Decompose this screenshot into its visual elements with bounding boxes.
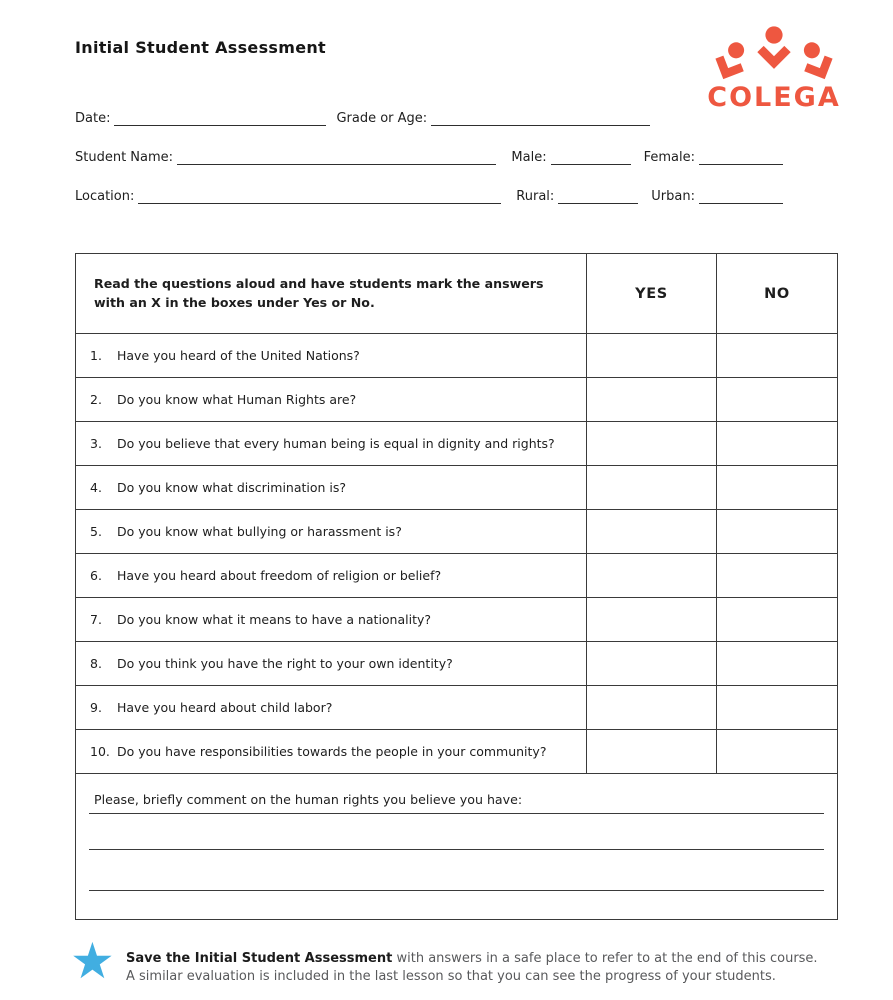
question-cell [76, 554, 587, 597]
comment-write-line[interactable] [89, 850, 824, 891]
question-row-9 [76, 686, 837, 730]
comment-section [76, 792, 837, 937]
student-name-input-line[interactable] [177, 151, 496, 165]
question-row-5 [76, 510, 837, 554]
question-number: 2. [90, 392, 102, 407]
question-cell [76, 378, 587, 421]
yes-answer-cell[interactable] [587, 378, 717, 421]
question-row-6 [76, 554, 837, 598]
question-cell [76, 422, 587, 465]
table-header-row [76, 254, 837, 334]
no-answer-cell[interactable] [717, 334, 837, 377]
instruction-cell [76, 254, 587, 333]
no-answer-cell[interactable] [717, 466, 837, 509]
no-answer-cell[interactable] [717, 686, 837, 729]
page-title: Initial Student Assessment [75, 38, 326, 57]
rural-input-line[interactable] [558, 190, 638, 204]
question-number: 6. [90, 568, 102, 583]
question-row-4 [76, 466, 837, 510]
no-answer-cell[interactable] [717, 378, 837, 421]
question-cell [76, 466, 587, 509]
yes-answer-cell[interactable] [587, 510, 717, 553]
question-text: Have you heard about child labor? [117, 700, 333, 715]
question-number: 9. [90, 700, 102, 715]
question-cell [76, 598, 587, 641]
colega-logo [703, 26, 845, 113]
colega-people-icon [705, 26, 843, 84]
yes-answer-cell[interactable] [587, 642, 717, 685]
student-name-row [75, 147, 783, 165]
location-label: Location: [75, 189, 135, 204]
yes-answer-cell[interactable] [587, 730, 717, 773]
question-row-7 [76, 598, 837, 642]
question-text: Do you know what bullying or harassment is? [117, 524, 402, 539]
question-row-8 [76, 642, 837, 686]
question-row-3 [76, 422, 837, 466]
female-label: Female: [643, 150, 695, 165]
no-answer-cell[interactable] [717, 598, 837, 641]
student-name-label: Student Name: [75, 150, 174, 165]
rural-label: Rural: [516, 189, 555, 204]
grade-or-age-input-line[interactable] [431, 112, 650, 126]
question-text: Do you know what Human Rights are? [117, 392, 357, 407]
comment-prompt[interactable]: Please, briefly comment on the human rights you believe you have: [89, 792, 824, 814]
location-row [75, 186, 783, 204]
no-column-header: NO [764, 285, 790, 302]
question-text: Do you know what discrimination is? [117, 480, 347, 495]
male-label: Male: [511, 150, 547, 165]
location-input-line[interactable] [138, 190, 501, 204]
yes-answer-cell[interactable] [587, 686, 717, 729]
question-text: Do you know what it means to have a nationality? [117, 612, 432, 627]
question-number: 1. [90, 348, 102, 363]
no-answer-cell[interactable] [717, 510, 837, 553]
footer-note [70, 932, 870, 990]
student-info-fields [75, 108, 783, 225]
assessment-table [75, 253, 838, 920]
question-cell [76, 642, 587, 685]
question-cell [76, 334, 587, 377]
question-number: 8. [90, 656, 102, 671]
yes-answer-cell[interactable] [587, 554, 717, 597]
yes-answer-cell[interactable] [587, 334, 717, 377]
question-number: 5. [90, 524, 102, 539]
yes-answer-cell[interactable] [587, 598, 717, 641]
yes-column-header: YES [587, 254, 717, 333]
question-text: Have you heard of the United Nations? [117, 348, 360, 363]
question-cell [76, 730, 587, 773]
footer-save-rest: with answers in a safe place to refer to at the end of this course. [392, 951, 818, 966]
question-text: Do you have responsibilities towards the people in your community? [117, 744, 547, 759]
question-cell [76, 510, 587, 553]
urban-label: Urban: [651, 189, 695, 204]
star-icon: ★ [70, 932, 115, 990]
question-text: Have you heard about freedom of religion or belief? [117, 568, 442, 583]
footer-line2: A similar evaluation is included in the last lesson so that you can see the progress of your students. [126, 968, 776, 984]
footer-save-bold: Save the Initial Student Assessment [126, 951, 393, 966]
question-text: Do you believe that every human being is equal in dignity and rights? [117, 436, 555, 451]
male-input-line[interactable] [551, 151, 631, 165]
date-row [75, 108, 650, 126]
instruction-line1: Read the questions aloud and have students mark the answers [94, 275, 544, 291]
comment-write-line[interactable] [89, 814, 824, 850]
instruction-line2: with an X in the boxes under Yes or No. [94, 294, 375, 310]
yes-answer-cell[interactable] [587, 466, 717, 509]
no-answer-cell[interactable] [717, 554, 837, 597]
footer-line1 [126, 950, 818, 968]
no-answer-cell[interactable] [717, 642, 837, 685]
date-input-line[interactable] [114, 112, 326, 126]
yes-answer-cell[interactable] [587, 422, 717, 465]
female-input-line[interactable] [699, 151, 783, 165]
question-row-2 [76, 378, 837, 422]
colega-logo-text: COLEGA [707, 82, 841, 113]
question-row-10 [76, 730, 837, 774]
question-number: 7. [90, 612, 102, 627]
date-label: Date: [75, 111, 111, 126]
footer-text [126, 950, 818, 986]
question-cell [76, 686, 587, 729]
grade-or-age-label: Grade or Age: [336, 111, 428, 126]
question-number: 10. [90, 744, 110, 759]
question-text: Do you think you have the right to your own identity? [117, 656, 453, 671]
question-row-1 [76, 334, 837, 378]
question-number: 4. [90, 480, 102, 495]
no-answer-cell[interactable] [717, 730, 837, 773]
urban-input-line[interactable] [699, 190, 783, 204]
question-number: 3. [90, 436, 102, 451]
no-answer-cell[interactable] [717, 422, 837, 465]
